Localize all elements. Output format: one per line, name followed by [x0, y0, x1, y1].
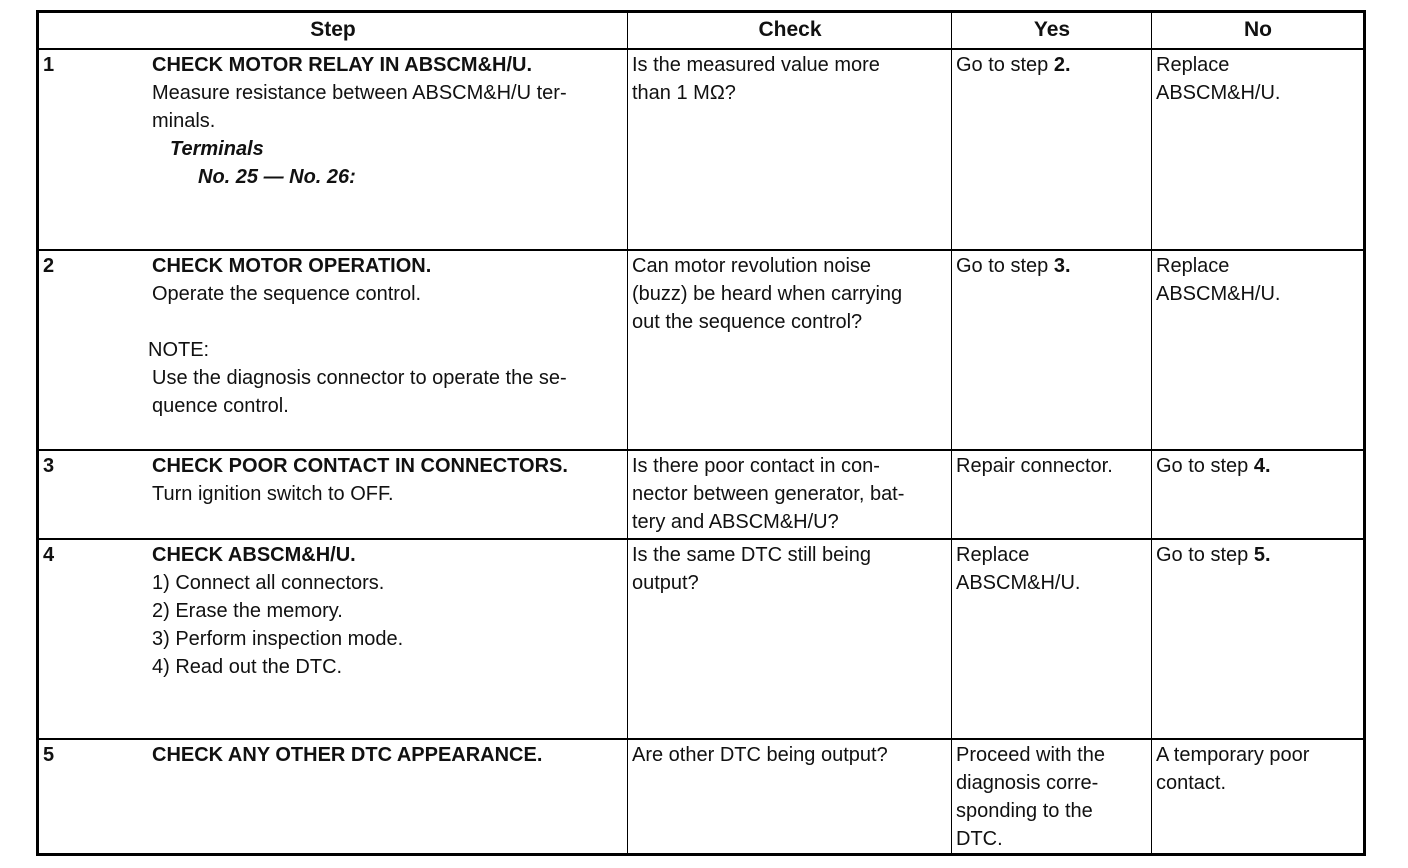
yes-text: Go to step — [956, 255, 1054, 277]
step-description — [152, 50, 628, 249]
step-number: 3 — [43, 455, 55, 477]
step-text: minals. — [152, 110, 216, 132]
yes-cell — [956, 50, 1150, 249]
check-text: Are other DTC being output? — [632, 744, 888, 766]
check-text: out the sequence control? — [632, 311, 863, 333]
no-cell — [1156, 50, 1356, 249]
check-text: output? — [632, 572, 699, 594]
table-row-5 — [39, 740, 1363, 853]
check-text: tery and ABSCM&H/U? — [632, 511, 839, 533]
step-text: Measure resistance between ABSCM&H/U ter- — [152, 82, 567, 104]
no-text: A temporary poor — [1156, 744, 1310, 766]
header-no: No — [1244, 18, 1272, 41]
step-number: 1 — [43, 54, 55, 76]
list-item: 4) Read out the DTC. — [152, 656, 343, 678]
check-cell — [632, 50, 950, 249]
no-text: Replace — [1156, 255, 1230, 277]
check-cell — [632, 540, 950, 738]
step-description — [152, 451, 628, 538]
yes-cell — [956, 251, 1150, 449]
yes-text: sponding to the — [956, 800, 1093, 822]
no-step-ref: 5. — [1253, 544, 1271, 566]
check-cell — [632, 740, 950, 853]
step-text: Turn ignition switch to OFF. — [152, 483, 394, 505]
header-step: Step — [310, 18, 356, 41]
note-text: Use the diagnosis connector to operate the se- — [152, 367, 567, 389]
yes-text: DTC. — [956, 828, 1003, 850]
no-cell — [1156, 540, 1356, 738]
no-cell — [1156, 740, 1356, 853]
table-row-3 — [39, 451, 1363, 538]
no-text: ABSCM&H/U. — [1156, 283, 1281, 305]
yes-cell — [956, 451, 1150, 538]
step-title: CHECK ABSCM&H/U. — [152, 544, 356, 566]
check-text: nector between generator, bat- — [632, 483, 905, 505]
check-cell — [632, 451, 950, 538]
no-cell — [1156, 451, 1356, 538]
no-text: Go to step — [1156, 544, 1254, 566]
note-text: quence control. — [152, 395, 289, 417]
table-row-4 — [39, 540, 1363, 738]
yes-text: ABSCM&H/U. — [956, 572, 1081, 594]
step-description — [148, 251, 628, 449]
step-description — [152, 540, 628, 738]
header-row — [39, 13, 1363, 49]
step-title: CHECK MOTOR OPERATION. — [152, 255, 432, 277]
step-title: CHECK MOTOR RELAY IN ABSCM&H/U. — [152, 54, 533, 76]
check-text: (buzz) be heard when carrying — [632, 283, 903, 305]
no-text: Replace — [1156, 54, 1230, 76]
terminals-label: Terminals — [170, 138, 264, 160]
header-yes: Yes — [1033, 18, 1071, 41]
no-text: Go to step — [1156, 455, 1254, 477]
check-text: Is the measured value more — [632, 54, 880, 76]
yes-cell — [956, 740, 1150, 853]
step-title: CHECK POOR CONTACT IN CONNECTORS. — [152, 455, 568, 477]
yes-step-ref: 3. — [1053, 255, 1071, 277]
check-text: than 1 MΩ? — [632, 82, 736, 104]
note-label: NOTE: — [148, 339, 210, 361]
step-number: 4 — [43, 544, 55, 566]
list-item: 1) Connect all connectors. — [152, 572, 385, 594]
terminals-value: No. 25 — No. 26: — [198, 166, 356, 188]
check-text: Is there poor contact in con- — [632, 455, 880, 477]
list-item: 2) Erase the memory. — [152, 600, 343, 622]
table-row-1 — [39, 50, 1363, 249]
yes-text: Go to step — [956, 54, 1054, 76]
check-cell — [632, 251, 950, 449]
no-text: ABSCM&H/U. — [1156, 82, 1281, 104]
check-text: Can motor revolution noise — [632, 255, 872, 277]
list-item: 3) Perform inspection mode. — [152, 628, 404, 650]
diagnostic-table — [36, 10, 1366, 856]
table-row-2 — [39, 251, 1363, 449]
header-check: Check — [758, 18, 822, 41]
yes-text: Proceed with the — [956, 744, 1105, 766]
yes-text: Replace — [956, 544, 1030, 566]
no-text: contact. — [1156, 772, 1227, 794]
yes-cell — [956, 540, 1150, 738]
yes-text: diagnosis corre- — [956, 772, 1099, 794]
step-title: CHECK ANY OTHER DTC APPEARANCE. — [152, 744, 543, 766]
step-text: Operate the sequence control. — [152, 283, 422, 305]
yes-step-ref: 2. — [1053, 54, 1071, 76]
check-text: Is the same DTC still being — [632, 544, 871, 566]
yes-text: Repair connector. — [956, 455, 1113, 477]
step-number: 5 — [43, 744, 55, 766]
step-description — [152, 740, 628, 853]
no-cell — [1156, 251, 1356, 449]
step-number: 2 — [43, 255, 55, 277]
no-step-ref: 4. — [1253, 455, 1271, 477]
